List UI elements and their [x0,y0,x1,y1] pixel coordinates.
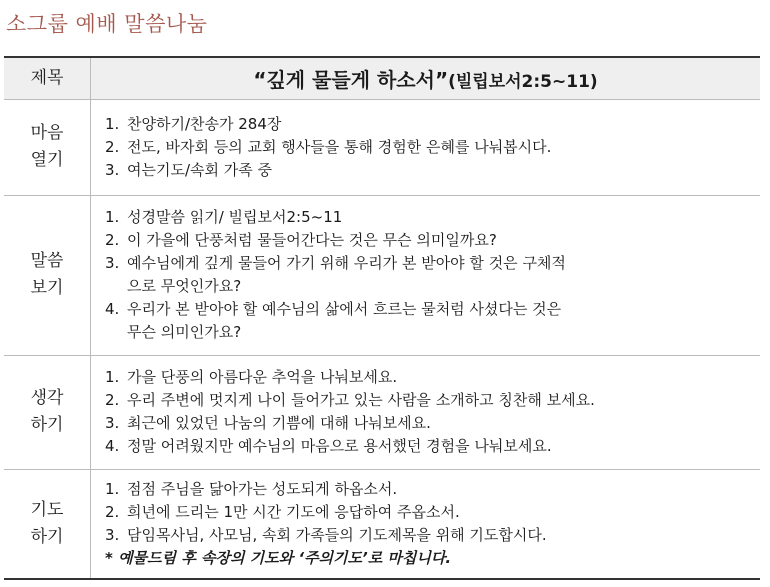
sermon-title: “깊게 물들게 하소서” [253,67,449,92]
item-number: 3. [105,414,120,432]
section-row-read-word [4,195,760,355]
item-text: 여는기도/속회 가족 중 [127,160,273,179]
list-item [105,136,760,159]
section-label [4,99,91,195]
list-item [105,206,760,229]
item-text: 이 가을에 단풍처럼 물들어간다는 것은 무슨 의미일까요? [127,231,497,249]
item-text-line: 무슨 의미인가요? [127,323,242,341]
section-label-line1: 생각 [30,388,64,408]
list-item [105,501,760,524]
item-number: 3. [105,254,120,272]
section-label-line2: 하기 [30,526,64,547]
closing-note: * 예물드림 후 속장의 기도와 ‘주의기도’로 마칩니다. [105,548,452,567]
section-label-line2: 하기 [30,415,64,435]
item-number: 2. [105,231,120,249]
item-text [127,298,561,344]
item-text: 우리 주변에 멋지게 나이 들어가고 있는 사람을 소개하고 칭찬해 보세요. [127,391,595,409]
section-row-reflect [4,355,760,469]
item-number: 1. [105,368,120,386]
item-text: 최근에 있었던 나눔의 기쁨에 대해 나눠보세요. [127,414,431,432]
section-content [91,195,761,355]
item-text: 성경말씀 읽기/ 빌립보서2:5~11 [127,208,343,226]
item-number: 1. [105,479,120,498]
list-item [105,113,760,136]
section-row-pray [4,469,760,579]
section-label [4,195,91,355]
list-item [105,298,760,344]
item-text: 희년에 드리는 1만 시간 기도에 응답하여 주옵소서. [127,502,460,521]
list-item [105,229,760,252]
item-text: 담임목사님, 사모님, 속회 가족들의 기도제목을 위해 기도합시다. [127,525,547,544]
item-number: 2. [105,391,120,409]
item-number: 3. [105,525,120,544]
section-label-line2: 열기 [30,150,64,170]
section-content [91,99,761,195]
list-item [105,435,760,458]
item-text: 찬양하기/찬송가 284장 [127,114,282,133]
list-item [105,389,760,412]
item-number: 2. [105,502,120,521]
item-number: 1. [105,208,120,226]
list-item [105,159,760,182]
list-item [105,412,760,435]
item-text-line: 예수님에게 깊게 물들어 가기 위해 우리가 본 받아야 할 것은 구체적 [127,254,566,272]
section-label-line1: 말씀 [30,251,64,271]
list-item [105,524,760,547]
item-text [127,252,566,298]
item-text: 가을 단풍의 아름다운 추억을 나눠보세요. [127,368,398,386]
item-number: 2. [105,137,120,156]
item-text: 정말 어려웠지만 예수님의 마음으로 용서했던 경험을 나눠보세요. [127,437,552,455]
item-number: 4. [105,300,120,318]
item-number: 1. [105,114,120,133]
sermon-title-cell [91,57,761,99]
item-text: 전도, 바자회 등의 교회 행사들을 통해 경험한 은혜를 나눠봅시다. [127,137,552,156]
page-heading: 소그룹 예배 말씀나눔 [6,12,208,36]
section-label [4,355,91,469]
section-label-line1: 마음 [30,123,64,143]
section-label-line1: 기도 [30,499,64,520]
list-item [105,366,760,389]
list-item [105,478,760,501]
item-text-line: 우리가 본 받아야 할 예수님의 삶에서 흐르는 물처럼 사셨다는 것은 [127,300,562,318]
scripture-reference: (빌립보서2:5~11) [448,71,598,92]
table-header-row [4,57,760,99]
section-content [91,469,761,579]
worship-guide-table [4,56,760,580]
item-text-line: 으로 무엇인가요? [127,277,242,295]
list-item [105,252,760,298]
header-label: 제목 [4,57,91,99]
item-number: 4. [105,437,120,455]
section-label-line2: 보기 [30,278,64,298]
section-row-open-heart [4,99,760,195]
section-label [4,469,91,579]
item-number: 3. [105,160,120,179]
section-content [91,355,761,469]
item-text: 점점 주님을 닮아가는 성도되게 하옵소서. [127,479,398,498]
